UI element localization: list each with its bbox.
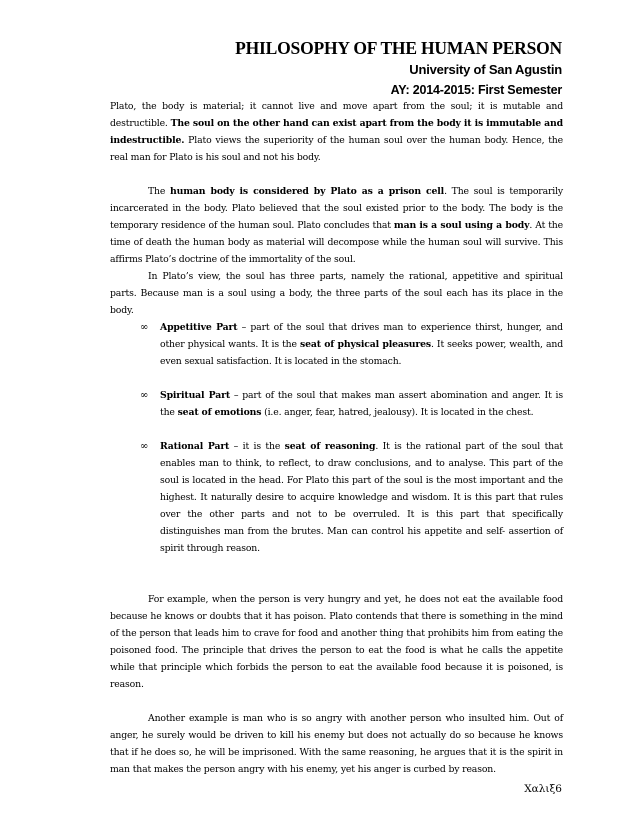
- text-run: . At the time of death the human body as material will decompose while the human soul will survive. This affirms Plato’s doctrine of the immortality of the soul.: [110, 220, 563, 265]
- text-run: The: [148, 186, 171, 197]
- university-name: University of San Agustin: [409, 62, 562, 77]
- page-header: [235, 38, 562, 100]
- spacer: [110, 370, 563, 387]
- document-body: [110, 98, 563, 778]
- spacer: [110, 421, 563, 438]
- soul-parts-list: [110, 319, 563, 557]
- emphasis-text: seat of physical pleasures: [299, 339, 432, 350]
- text-run: . It is the rational part of the soul that enables man to think, to reflect, to draw conclusions, and to analyse. This part of the soul is located in the head. For Plato this part of the soul is the most important and the highest. It naturally desire to acquire knowledge and wisdom. It is this part that rules over the other parts and not to be overruled. It is this part that specifically distinguishes man from the brutes. Man can control his appetite and self- assertion of spirit through reason.: [160, 441, 563, 554]
- part-name: Appetitive Part: [160, 322, 238, 333]
- paragraph-hunger-example: For example, when the person is very hungry and yet, he does not eat the available food because he knows or doubts that it has poison. Plato contends that there is something in the mind of the person that leads him to crave for food and another thing that prohibits him from eating the poisoned food. The principle that drives the person to eat the food is what he calls the appetite while that principle which forbids the person to eat the available food because it is poisoned, is reason.: [110, 594, 563, 690]
- emphasis-text: human body is considered by Plato as a prison cell: [170, 186, 445, 197]
- text-run: – part of the soul that makes man assert abomination and anger. It is the: [160, 390, 563, 418]
- emphasis-text: seat of reasoning: [284, 441, 376, 452]
- paragraph-body-soul: [110, 98, 563, 166]
- text-run: (i.e. anger, fear, hatred, jealousy). It is located in the chest.: [261, 407, 534, 418]
- infinity-bullet-icon: ∞: [140, 441, 149, 452]
- part-name: Spiritual Part: [160, 390, 230, 401]
- text-run: Plato, the body is material; it cannot live and move apart from the soul; it is mutable and destructible.: [110, 101, 563, 129]
- paragraph-prison-cell: [110, 183, 563, 268]
- list-item-rational: [110, 438, 563, 557]
- emphasis-text: man is a soul using a body: [393, 220, 530, 231]
- text-run: – part of the soul that drives man to experience thirst, hunger, and other physical wants. It is the: [160, 322, 563, 350]
- part-name: Rational Part: [160, 441, 230, 452]
- infinity-bullet-icon: ∞: [140, 390, 149, 401]
- page-number: Χαλιξ6: [524, 783, 562, 795]
- academic-year: AY: 2014-2015: First Semester: [390, 83, 562, 97]
- emphasis-text: seat of emotions: [177, 407, 262, 418]
- text-run: – it is the: [229, 441, 285, 452]
- list-item-spiritual: [110, 387, 563, 421]
- text-run: . The soul is temporarily incarcerated in the body. Plato believed that the soul existed prior to the body. The body is the temporary residence of the human soul. Plato concludes that: [110, 186, 564, 231]
- list-item-appetitive: [110, 319, 563, 370]
- emphasis-text: The soul on the other hand can exist apart from the body it is immutable and indestructible.: [110, 118, 564, 146]
- text-run: . It seeks power, wealth, and even sexual satisfaction. It is located in the stomach.: [160, 339, 563, 367]
- paragraph-three-parts: In Plato’s view, the soul has three parts, namely the rational, appetitive and spiritual parts. Because man is a soul using a body, the three parts of the soul each has its place in the body.: [110, 271, 563, 316]
- course-title: PHILOSOPHY OF THE HUMAN PERSON: [235, 38, 562, 58]
- infinity-bullet-icon: ∞: [140, 322, 149, 333]
- text-run: Plato views the superiority of the human soul over the human body. Hence, the real man for Plato is his soul and not his body.: [110, 135, 563, 163]
- paragraph-anger-example: Another example is man who is so angry with another person who insulted him. Out of anger, he surely would be driven to kill his enemy but does not actually do so because he knows that if he does so, he will be imprisoned. With the same reasoning, he argues that it is the spirit in man that makes the person angry with his enemy, yet his anger is curbed by reason.: [110, 713, 563, 775]
